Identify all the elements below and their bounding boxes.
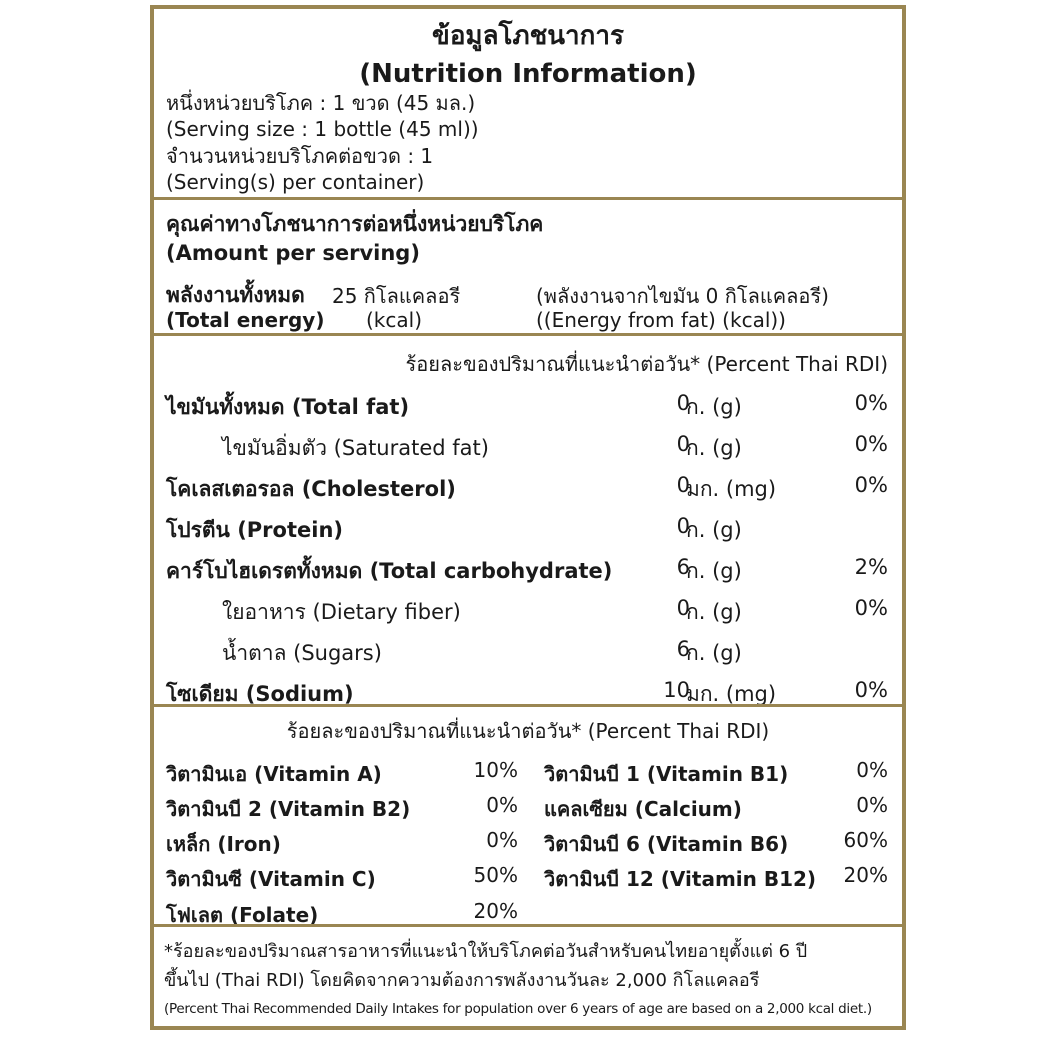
nutrient-percent: 0% bbox=[854, 432, 888, 456]
footnote-section bbox=[154, 927, 902, 1030]
nutrient-amount: 0 bbox=[676, 596, 690, 620]
amount-heading-thai: คุณค่าทางโภชนาการต่อหนึ่งหน่วยบริโภค bbox=[166, 212, 544, 236]
vitamin-name: วิตามินบี 1 (Vitamin B1) bbox=[544, 762, 789, 786]
vitamin-row-a bbox=[166, 758, 518, 788]
nutrient-unit: ก. (g) bbox=[686, 436, 742, 460]
nutrient-percent: 2% bbox=[854, 555, 888, 579]
vitamin-row-calcium bbox=[544, 793, 888, 823]
nutrient-unit: มก. (mg) bbox=[686, 682, 777, 706]
nutrient-row-protein bbox=[154, 514, 902, 544]
nutrient-row-total-fat bbox=[154, 391, 902, 421]
vitamin-name: วิตามินเอ (Vitamin A) bbox=[166, 762, 382, 786]
nutrient-row-total-carbohydrate bbox=[154, 555, 902, 585]
nutrient-unit: มก. (mg) bbox=[686, 477, 777, 501]
nutrient-row-sugars bbox=[154, 637, 902, 667]
nutrient-name: ใยอาหาร (Dietary fiber) bbox=[222, 600, 461, 624]
nutrient-name: โซเดียม (Sodium) bbox=[166, 682, 354, 706]
nutrient-percent: 0% bbox=[854, 391, 888, 415]
serving-size-thai: หนึ่งหน่วยบริโภค : 1 ขวด (45 มล.) bbox=[166, 91, 476, 115]
vitamin-name: วิตามินบี 2 (Vitamin B2) bbox=[166, 797, 411, 821]
vitamin-row-c bbox=[166, 863, 518, 893]
vitamin-percent: 0% bbox=[856, 758, 888, 782]
nutrient-name: คาร์โบไฮเดรตทั้งหมด (Total carbohydrate) bbox=[166, 559, 613, 583]
nutrient-amount: 6 bbox=[676, 555, 690, 579]
fat-energy-english: ((Energy from fat) (kcal)) bbox=[536, 308, 786, 332]
nutrient-amount: 0 bbox=[676, 432, 690, 456]
vitamin-row-b1 bbox=[544, 758, 888, 788]
nutrient-unit: ก. (g) bbox=[686, 600, 742, 624]
energy-label-english: (Total energy) bbox=[166, 308, 325, 332]
vitamins-rdi-heading: ร้อยละของปริมาณที่แนะนำต่อวัน* (Percent Thai RDI) bbox=[286, 719, 770, 743]
nutrients-rdi-heading: ร้อยละของปริมาณที่แนะนำต่อวัน* (Percent Thai RDI) bbox=[405, 352, 888, 376]
nutrient-amount: 0 bbox=[676, 514, 690, 538]
nutrition-label bbox=[150, 5, 906, 1030]
nutrient-unit: ก. (g) bbox=[686, 641, 742, 665]
footnote-line-3: (Percent Thai Recommended Daily Intakes for population over 6 years of age are based on a 2,000 kcal diet.) bbox=[164, 1001, 872, 1017]
nutrient-amount: 6 bbox=[676, 637, 690, 661]
vitamin-percent: 0% bbox=[486, 828, 518, 852]
nutrient-name: น้ำตาล (Sugars) bbox=[222, 641, 382, 665]
energy-label-thai: พลังงานทั้งหมด bbox=[166, 283, 305, 307]
energy-unit-english: (kcal) bbox=[366, 308, 422, 332]
serving-size-english: (Serving size : 1 bottle (45 ml)) bbox=[166, 117, 479, 141]
vitamin-percent: 20% bbox=[473, 899, 518, 923]
vitamin-row-b2 bbox=[166, 793, 518, 823]
servings-per-container-english: (Serving(s) per container) bbox=[166, 170, 425, 194]
title-english: (Nutrition Information) bbox=[359, 59, 697, 89]
nutrient-name: ไขมันอิ่มตัว (Saturated fat) bbox=[222, 436, 489, 460]
vitamin-name: วิตามินบี 12 (Vitamin B12) bbox=[544, 867, 817, 891]
nutrient-row-cholesterol bbox=[154, 473, 902, 503]
vitamin-row-b6 bbox=[544, 828, 888, 858]
nutrient-amount: 0 bbox=[676, 473, 690, 497]
vitamin-percent: 60% bbox=[843, 828, 888, 852]
vitamin-name: แคลเซียม (Calcium) bbox=[544, 797, 742, 821]
nutrient-amount: 10 bbox=[663, 678, 690, 702]
nutrient-row-dietary-fiber bbox=[154, 596, 902, 626]
vitamins-section bbox=[154, 707, 902, 927]
energy-value-thai: 25 กิโลแคลอรี bbox=[332, 284, 461, 308]
vitamin-percent: 10% bbox=[473, 758, 518, 782]
footnote-line-1: *ร้อยละของปริมาณสารอาหารที่แนะนำให้บริโภคต่อวันสำหรับคนไทยอายุตั้งแต่ 6 ปี bbox=[164, 941, 808, 962]
amount-heading-english: (Amount per serving) bbox=[166, 241, 420, 265]
nutrient-row-saturated-fat bbox=[154, 432, 902, 462]
vitamin-percent: 20% bbox=[843, 863, 888, 887]
vitamin-name: เหล็ก (Iron) bbox=[166, 832, 281, 856]
nutrients-section bbox=[154, 336, 902, 704]
nutrient-percent: 0% bbox=[854, 473, 888, 497]
vitamin-name: โฟเลต (Folate) bbox=[166, 903, 319, 927]
title-thai: ข้อมูลโภชนาการ bbox=[432, 21, 624, 51]
nutrient-amount: 0 bbox=[676, 391, 690, 415]
nutrient-name: โปรตีน (Protein) bbox=[166, 518, 343, 542]
vitamin-name: วิตามินซี (Vitamin C) bbox=[166, 867, 376, 891]
vitamin-row-iron bbox=[166, 828, 518, 858]
servings-per-container-thai: จำนวนหน่วยบริโภคต่อขวด : 1 bbox=[166, 144, 434, 168]
nutrient-name: โคเลสเตอรอล (Cholesterol) bbox=[166, 477, 456, 501]
nutrient-unit: ก. (g) bbox=[686, 518, 742, 542]
footnote-line-2: ขึ้นไป (Thai RDI) โดยคิดจากความต้องการพลังงานวันละ 2,000 กิโลแคลอรี bbox=[164, 970, 760, 991]
nutrient-name: ไขมันทั้งหมด (Total fat) bbox=[166, 395, 410, 419]
nutrient-unit: ก. (g) bbox=[686, 395, 742, 419]
nutrient-percent: 0% bbox=[854, 596, 888, 620]
nutrient-percent: 0% bbox=[854, 678, 888, 702]
vitamin-percent: 50% bbox=[473, 863, 518, 887]
vitamin-name: วิตามินบี 6 (Vitamin B6) bbox=[544, 832, 789, 856]
nutrient-unit: ก. (g) bbox=[686, 559, 742, 583]
fat-energy-thai: (พลังงานจากไขมัน 0 กิโลแคลอรี) bbox=[536, 284, 829, 308]
vitamin-row-b12 bbox=[544, 863, 888, 893]
vitamin-percent: 0% bbox=[486, 793, 518, 817]
header-section bbox=[154, 9, 902, 197]
amount-section bbox=[154, 200, 902, 333]
vitamin-percent: 0% bbox=[856, 793, 888, 817]
